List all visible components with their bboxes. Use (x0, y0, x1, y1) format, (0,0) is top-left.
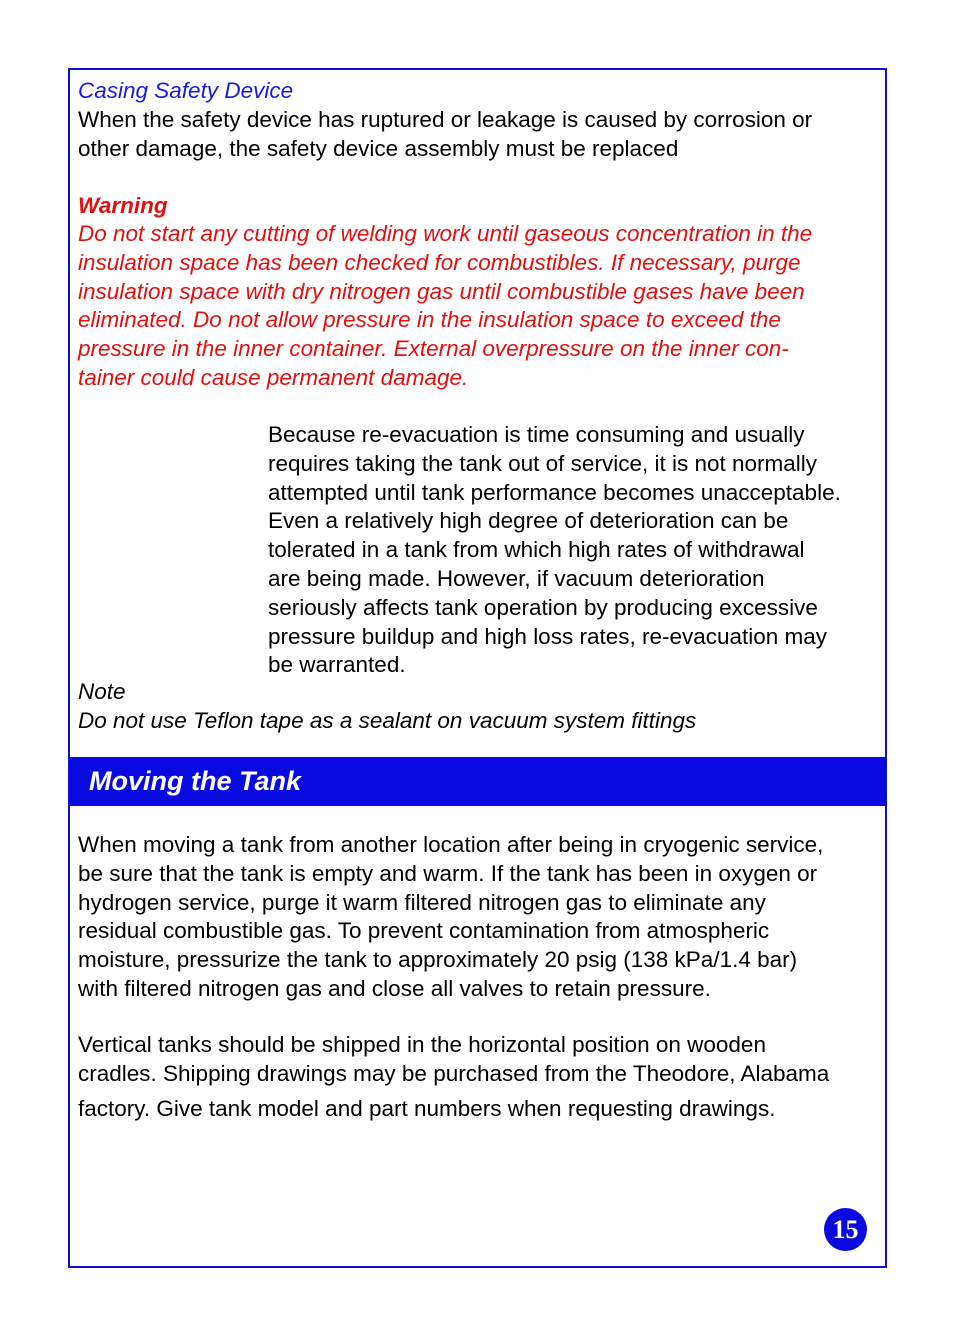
moving-p2-line-3: factory. Give tank model and part numbers when requesting drawings. (78, 1095, 776, 1121)
reevac-line-4: Even a relatively high degree of deterioration can be (268, 508, 789, 534)
note-title: Note (78, 679, 126, 704)
moving-p1-line-5: moisture, pressurize the tank to approximately 20 psig (138 kPa/1.4 bar) (78, 947, 798, 973)
reevac-line-7: seriously affects tank operation by producing excessive (268, 594, 818, 620)
warning-line-3: insulation space with dry nitrogen gas until combustible gases have been (78, 278, 805, 304)
casing-text (78, 106, 812, 164)
warning-line-6: tainer could cause permanent damage. (78, 364, 469, 390)
section-title: Moving the Tank (89, 766, 302, 796)
page-number-badge: 15 (824, 1208, 867, 1251)
note-text: Do not use Teflon tape as a sealant on vacuum system fittings (78, 708, 697, 733)
moving-p1-line-3: hydrogen service, purge it warm filtered nitrogen gas to eliminate any (78, 889, 766, 915)
warning-line-1: Do not start any cutting of welding work until gaseous concentration in the (78, 221, 813, 246)
reevac-line-2: requires taking the tank out of service, it is not normally (268, 450, 818, 476)
moving-p2-line-2: cradles. Shipping drawings may be purchased from the Theodore, Alabama (78, 1060, 830, 1086)
moving-p2-line-1: Vertical tanks should be shipped in the horizontal position on wooden (78, 1032, 766, 1057)
reevac-line-5: tolerated in a tank from which high rates of withdrawal (268, 537, 805, 563)
reevac-line-9: be warranted. (268, 652, 406, 678)
warning-line-5: pressure in the inner container. External overpressure on the inner con- (78, 336, 789, 362)
warning-line-4: eliminated. Do not allow pressure in the insulation space to exceed the (78, 307, 781, 333)
reevac-line-1: Because re-evacuation is time consuming and usually (268, 422, 805, 447)
warning-line-2: insulation space has been checked for combustibles. If necessary, purge (78, 249, 801, 275)
moving-paragraph-2 (78, 1031, 829, 1123)
section-header-band (69, 757, 886, 806)
moving-p1-line-6: with filtered nitrogen gas and close all valves to retain pressure. (78, 975, 711, 1001)
casing-heading: Casing Safety Device (78, 78, 294, 103)
reevac-line-8: pressure buildup and high loss rates, re-evacuation may (268, 623, 828, 649)
moving-p1-line-4: residual combustible gas. To prevent contamination from atmospheric (78, 918, 770, 944)
warning-text (78, 220, 812, 393)
reevac-line-6: are being made. However, if vacuum deterioration (268, 565, 765, 591)
reevacuation-text (268, 421, 841, 680)
moving-p1-line-1: When moving a tank from another location after being in cryogenic service, (78, 832, 824, 857)
moving-paragraph-1 (78, 831, 823, 1004)
warning-title: Warning (78, 193, 168, 218)
casing-line-2: other damage, the safety device assembly must be replaced (78, 135, 679, 161)
casing-line-1: When the safety device has ruptured or leakage is caused by corrosion or (78, 107, 813, 132)
reevac-line-3: attempted until tank performance becomes unacceptable. (268, 479, 841, 505)
moving-p1-line-2: be sure that the tank is empty and warm. If the tank has been in oxygen or (78, 860, 818, 886)
